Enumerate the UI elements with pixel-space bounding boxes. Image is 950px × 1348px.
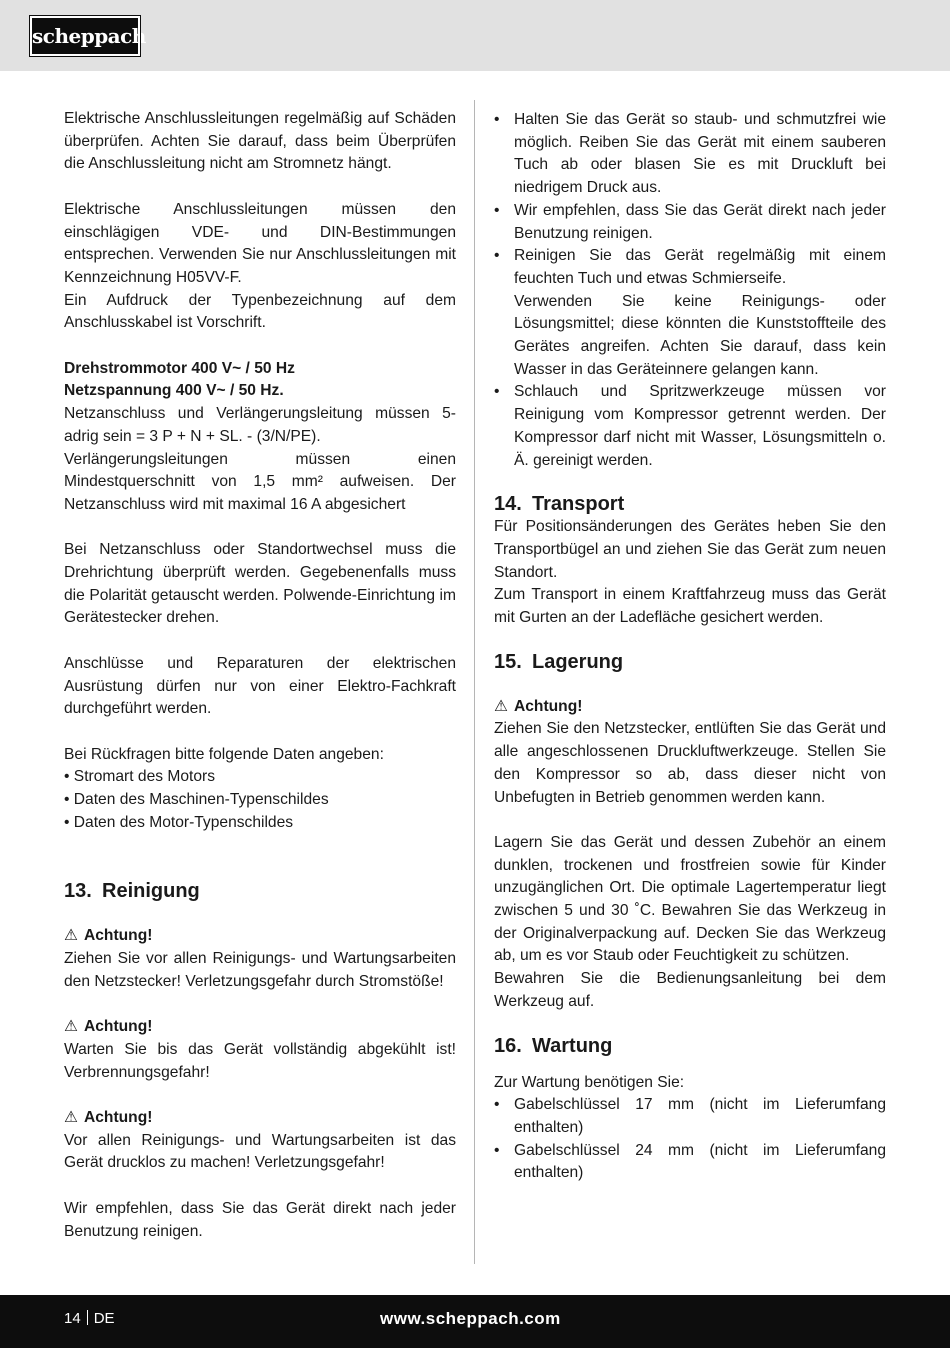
page-footer — [0, 1295, 950, 1348]
section-heading-lagerung — [494, 650, 886, 674]
paragraph: Verlängerungsleitungen müssen einen Mindestquerschnitt von 1,5 mm² aufweisen. Der Netzanschluss wird mit maximal 16 A abgesichert — [64, 450, 456, 513]
list-item: • Gabelschlüssel 17 mm (nicht im Lieferumfang enthalten) — [494, 1094, 886, 1139]
cleaning-list — [494, 109, 886, 472]
section-number: 16. — [494, 1034, 522, 1057]
warning-label: ⚠ Achtung! — [494, 696, 886, 719]
paragraph: Für Positionsänderungen des Gerätes heben Sie den Transportbügel an und ziehen Sie das Gerät zum neuen Standort. — [494, 518, 886, 581]
warning-triangle-icon: ⚠ — [64, 1109, 78, 1127]
right-column — [494, 109, 886, 1185]
list-item: • Gabelschlüssel 24 mm (nicht im Lieferumfang enthalten) — [494, 1140, 886, 1185]
paragraph: Zur Wartung benötigen Sie: — [494, 1073, 685, 1091]
warning-label: ⚠ Achtung! — [64, 925, 456, 948]
section-heading-wartung — [494, 1034, 886, 1058]
paragraph: Ein Aufdruck der Typenbezeichnung auf dem Anschlusskabel ist Vorschrift. — [64, 291, 456, 332]
warning-triangle-icon: ⚠ — [64, 927, 78, 945]
section-number: 14. — [494, 493, 522, 516]
section-title: Transport — [532, 493, 625, 516]
tool-list — [494, 1094, 886, 1185]
paragraph: Bei Rückfragen bitte folgende Daten angeben: — [64, 745, 384, 763]
separator — [87, 1310, 88, 1325]
list-item: • Schlauch und Spritzwerkzeuge müssen vor Reinigung vom Kompressor getrennt werden. Der Kompressor darf nicht mit Wasser, Lösungsmitteln o. Ä. gereinigt werden. — [494, 381, 886, 472]
section-title: Reinigung — [102, 880, 200, 903]
page-number: 14 DE — [64, 1310, 115, 1327]
section-title: Wartung — [532, 1034, 613, 1057]
column-divider — [474, 100, 475, 1264]
paragraph: Lagern Sie das Gerät und dessen Zubehör an einem dunklen, trockenen und frostfreien sowie für Kinder unzugänglichen Ort. Die optimale Lagertemperatur liegt zwischen 5 und 30 ˚C. Bewahren Sie das Werkzeug in der Originalverpackung auf. Decken Sie das Werkzeug ab, um es vor Staub oder Feuchtigkeit zu schützen. — [494, 833, 886, 965]
language-code: DE — [93, 1310, 115, 1327]
list-item-continued: Verwenden Sie keine Reinigungs- oder Lösungsmittel; diese könnten die Kunststoffteile des Gerätes angreifen. Achten Sie darauf, dass kein Wasser in das Geräteinnere gelangen kann. — [514, 292, 886, 378]
section-number: 13. — [64, 880, 92, 903]
left-column — [64, 108, 456, 1243]
section-number: 15. — [494, 650, 522, 673]
motor-spec: Drehstrommotor 400 V~ / 50 Hz — [64, 359, 295, 377]
section-heading-reinigung — [64, 879, 456, 903]
paragraph: Elektrische Anschlussleitungen müssen den einschlägigen VDE- und DIN-Bestimmungen entsprechen. Verwenden Sie nur Anschlussleitungen mit Kennzeichnung H05VV-F. — [64, 200, 456, 286]
warning-text: Ziehen Sie vor allen Reinigungs- und Wartungsarbeiten den Netzstecker! Verletzungsgefahr durch Stromstöße! — [64, 950, 456, 990]
warning-text: Vor allen Reinigungs- und Wartungsarbeiten ist das Gerät drucklos zu machen! Verletzungsgefahr! — [64, 1131, 456, 1172]
list-item: • Daten des Maschinen-Typenschildes — [64, 791, 329, 809]
section-heading-transport — [494, 492, 886, 516]
list-item: • Halten Sie das Gerät so staub- und schmutzfrei wie möglich. Reiben Sie das Gerät mit einem sauberen Tuch ab oder blasen Sie es mit Druckluft bei niedrigem Druck aus. — [494, 109, 886, 200]
warning-triangle-icon: ⚠ — [494, 697, 508, 715]
voltage-spec: Netzspannung 400 V~ / 50 Hz. — [64, 382, 284, 400]
paragraph: Wir empfehlen, dass Sie das Gerät direkt nach jeder Benutzung reinigen. — [64, 1199, 456, 1240]
warning-triangle-icon: ⚠ — [64, 1018, 78, 1036]
list-item: • Stromart des Motors — [64, 768, 216, 786]
page-header — [0, 0, 950, 71]
paragraph: Netzanschluss und Verlängerungsleitung müssen 5-adrig sein = 3 P + N + SL. - (3/N/PE). — [64, 405, 456, 445]
paragraph: Zum Transport in einem Kraftfahrzeug muss das Gerät mit Gurten an der Ladefläche gesichert werden. — [494, 586, 886, 627]
paragraph: Bei Netzanschluss oder Standortwechsel muss die Drehrichtung überprüft werden. Gegebenenfalls muss die Polarität getauscht werden. Polwende-Einrichtung im Gerätestecker drehen. — [64, 541, 456, 627]
warning-text: Warten Sie bis das Gerät vollständig abgekühlt ist! Verbrennungsgefahr! — [64, 1040, 456, 1081]
paragraph: Elektrische Anschlussleitungen regelmäßig auf Schäden überprüfen. Achten Sie darauf, dass beim Überprüfen die Anschlussleitung nicht am Stromnetz hängt. — [64, 110, 456, 173]
scheppach-logo: scheppach — [30, 16, 140, 56]
data-list — [64, 766, 456, 834]
paragraph: Bewahren Sie die Bedienungsanleitung bei dem Werkzeug auf. — [494, 970, 886, 1010]
warning-label: ⚠ Achtung! — [64, 1016, 456, 1039]
list-item: • Wir empfehlen, dass Sie das Gerät direkt nach jeder Benutzung reinigen. — [494, 200, 886, 245]
list-item: • Daten des Motor-Typenschildes — [64, 813, 294, 831]
website-link[interactable]: www.scheppach.com — [380, 1309, 561, 1328]
warning-label: ⚠ Achtung! — [64, 1107, 456, 1130]
section-title: Lagerung — [532, 650, 624, 673]
list-item: • Reinigen Sie das Gerät regelmäßig mit einem feuchten Tuch und etwas Schmierseife. Verwenden Sie keine Reinigungs- oder Lösungsmittel; diese könnten die Kunststoffteile des Gerätes angreifen. Achten Sie darauf, dass kein Wasser in das Geräteinnere gelangen kann. — [494, 245, 886, 381]
paragraph: Anschlüsse und Reparaturen der elektrischen Ausrüstung dürfen nur von einer Elektro-Fachkraft durchgeführt werden. — [64, 654, 456, 718]
warning-text: Ziehen Sie den Netzstecker, entlüften Sie das Gerät und alle angeschlossenen Druckluftwerkzeuge. Stellen Sie den Kompressor so ab, dass dieser nicht von Unbefugten in Betrieb genommen werden kann. — [494, 720, 886, 806]
